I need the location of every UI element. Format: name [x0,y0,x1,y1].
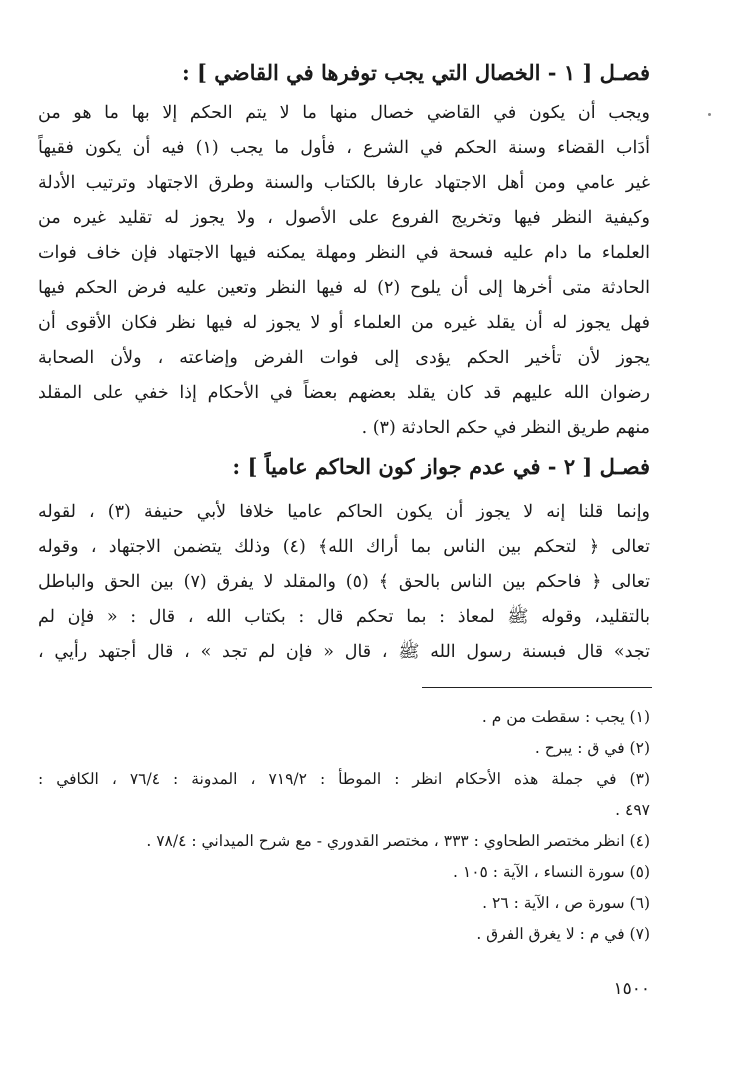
footnote-1: (١) يجب : سقطت من م . [481,708,650,726]
footnote-4: (٤) انظر مختصر الطحاوي : ٣٣٣ ، مختصر القدوري - مع شرح الميداني : ٧٨/٤ . [146,832,650,850]
body-line: ويجب أن يكون في القاضي خصال منها ما لا يتم الحكم إلا بها ما هو من [38,103,650,123]
footnote-2: (٢) في ق : يبرح . [534,739,650,757]
body-line: وكيفية النظر فيها وتخريج الفروع على الأصول ، ولا يجوز له تقليد غيره من [38,208,650,228]
footnote-3-continued: ٤٩٧ . [615,801,650,819]
footnote-5: (٥) سورة النساء ، الآية : ١٠٥ . [453,863,650,881]
body-line: يجوز لأن تأخير الحكم يؤدى إلى فوات الفرض وإضاعته ، ولأن الصحابة [38,348,650,368]
body-line: منهم طريق النظر في حكم الحادثة (٣) . [361,418,650,438]
footnote-3: (٣) في جملة هذه الأحكام انظر : الموطأ : ٧١٩/٢ ، المدونة : ٧٦/٤ ، الكافي : [38,770,650,788]
footnote-7: (٧) في م : لا يغرق الفرق . [476,925,650,943]
section-heading-1: فصـل [ ١ - الخصال التي يجب توفرها في القاضي ] : [181,60,650,85]
body-line: أدَاب القضاء وسنة الحكم في الشرع ، فأول ما يجب (١) فيه أن يكون فقيهاً [38,138,650,158]
body-line: الحادثة متى أخرها إلى أن يلوح (٢) له فيها النظر وتعين عليه فرض الحكم فيها [38,278,650,298]
scan-speck [708,113,711,116]
body-line: تعالى ﴿ لتحكم بين الناس بما أراك الله﴾ (٤) وذلك يتضمن الاجتهاد ، وقوله [38,537,650,557]
section-1-body [38,96,650,446]
body-line: بالتقليد، وقوله ﷺ لمعاذ : بما تحكم قال : بكتاب الله ، قال : « فإن لم [38,607,650,627]
section-heading-2: فصـل [ ٢ - في عدم جواز كون الحاكم عامياً ] : [232,454,650,479]
body-line: رضوان الله عليهم قد كان يقلد بعضهم بعضاً في الأحكام إذا خفي على المقلد [38,383,650,403]
page-number: ١٥٠٠ [613,979,650,999]
section-2-body [38,495,650,670]
body-line: العلماء ما دام عليه فسحة في النظر ومهلة يمكنه فيها الاجتهاد فإن خاف فوات [38,243,650,263]
footnote-6: (٦) سورة ص ، الآية : ٢٦ . [482,894,650,912]
body-line: فهل يجوز له أن يقلد غيره من العلماء أو لا يجوز له فيها نظر فكان الأقوى أن [38,313,650,333]
body-line: تعالى ﴿ فاحكم بين الناس بالحق ﴾ (٥) والمقلد لا يفرق (٧) بين الحق والباطل [38,572,650,592]
footnotes [38,702,650,950]
body-line: غير عامي ومن أهل الاجتهاد عارفا بالكتاب والسنة وطرق الاجتهاد وترتيب الأدلة [38,173,650,193]
body-line: وإنما قلنا إنه لا يجوز أن يكون الحاكم عاميا خلافا لأبي حنيفة (٣) ، لقوله [38,502,650,522]
body-line: تجد» قال فبسنة رسول الله ﷺ ، قال « فإن لم تجد » ، قال أجتهد رأيي ، [38,642,650,662]
footnote-divider [422,687,652,688]
